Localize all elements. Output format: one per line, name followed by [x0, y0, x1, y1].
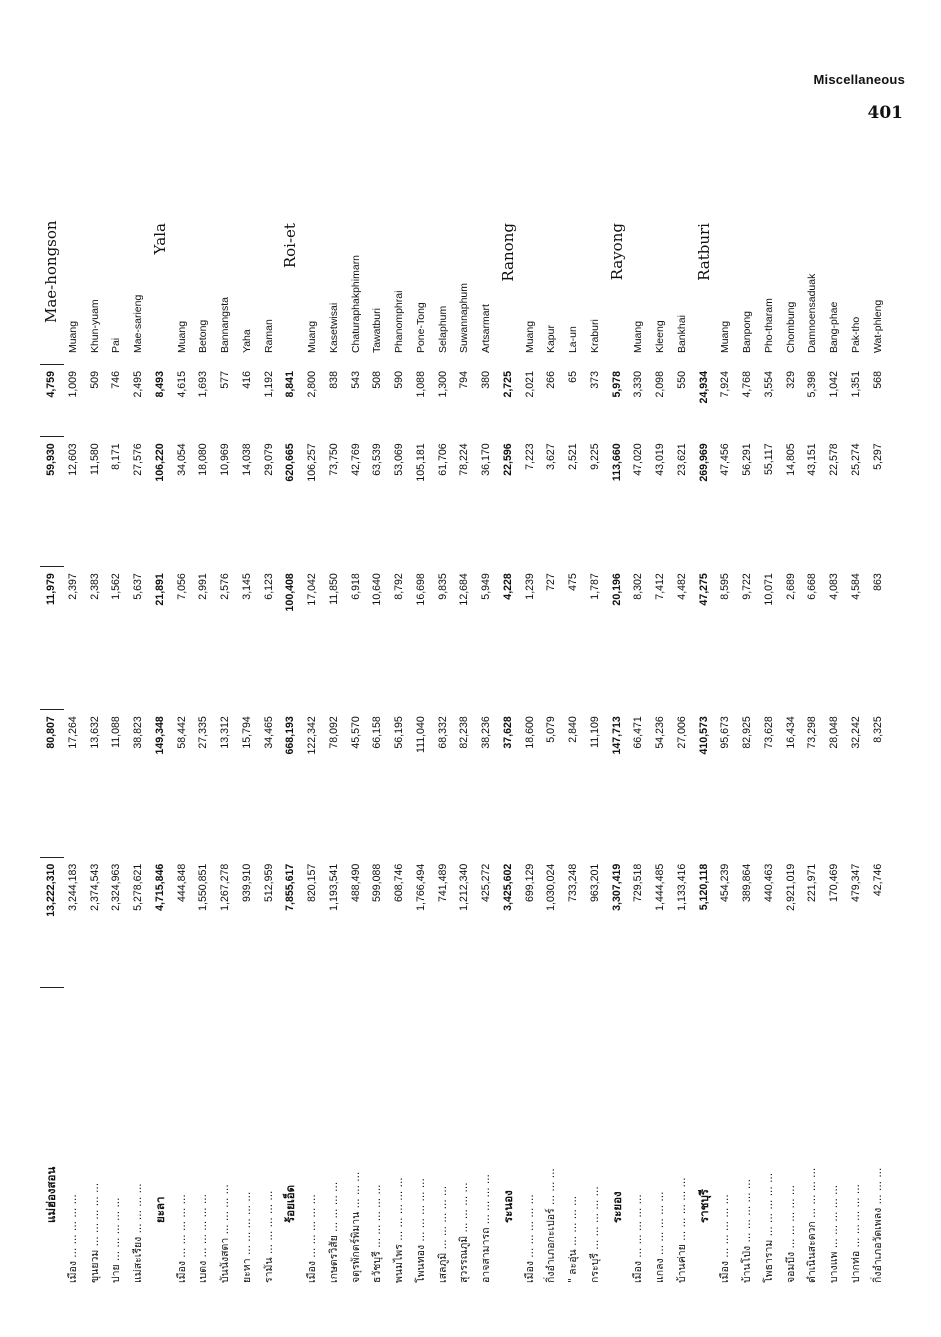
value-3-cell: 4,083 [828, 573, 840, 600]
value-1-cell: 741,489 [436, 863, 449, 903]
value-2-cell: 111,040 [414, 716, 427, 753]
value-3-cell: 4,482 [675, 573, 688, 600]
value-2-cell: 38,823 [132, 716, 144, 749]
value-3-cell: 4,584 [849, 573, 862, 600]
value-5-cell: 508 [371, 371, 384, 389]
value-3-cell: 2,991 [197, 573, 210, 600]
value-5-cell: 380 [480, 371, 492, 389]
value-3-cell: 2,576 [219, 573, 231, 600]
value-5-cell: 2,021 [523, 371, 536, 398]
value-4-cell: 36,170 [480, 443, 492, 476]
english-name-cell: Betong [197, 319, 210, 354]
value-3-cell: 10,640 [371, 573, 384, 606]
value-2-group-cell: 37,628 [501, 716, 514, 749]
value-4-cell: 11,580 [88, 443, 101, 475]
value-2-cell: 38,236 [480, 716, 492, 749]
value-1-cell: 1,267,278 [219, 863, 231, 911]
english-name-group-cell: Ratburi [694, 223, 713, 281]
value-2-cell: 18,600 [523, 716, 536, 749]
thai-name-cell: เมือง ... ... ... ... ... [175, 1194, 188, 1283]
thai-name-cell: เมือง ... ... ... ... ... [632, 1194, 645, 1283]
value-3-group-cell: 11,979 [45, 573, 57, 605]
english-name-cell: Mae-sarieng [132, 294, 144, 354]
thai-name-cell: ปาย ... ... ... ... ... [110, 1197, 123, 1283]
value-4-cell: 2,521 [567, 443, 579, 470]
value-3-cell: 2,689 [784, 573, 797, 600]
value-5-group-cell: 24,934 [697, 371, 710, 404]
value-5-cell: 838 [327, 371, 340, 389]
value-3-cell: 5,637 [132, 573, 144, 600]
value-4-group-cell: 106,220 [153, 443, 166, 482]
value-3-cell: 1,787 [588, 573, 601, 600]
english-name-group-cell: Yala [150, 223, 169, 255]
value-4-cell: 29,079 [262, 443, 275, 476]
thai-name-cell: เสลภูมิ ... ... ... ... ... [436, 1185, 449, 1283]
value-4-cell: 23,621 [675, 443, 688, 476]
value-3-cell: 2,383 [88, 573, 101, 600]
value-5-cell: 746 [110, 371, 123, 389]
value-2-cell: 13,312 [219, 716, 231, 749]
thai-name-group-cell: ราชบุรี [696, 1189, 711, 1223]
value-1-cell: 2,324,963 [110, 863, 123, 911]
value-2-cell: 45,570 [349, 716, 362, 749]
value-1-cell: 221,971 [806, 863, 819, 903]
value-1-cell: 488,490 [349, 863, 362, 903]
value-5-cell: 1,300 [436, 371, 449, 398]
value-3-cell: 863 [871, 573, 884, 591]
english-name-cell: Pak-tho [849, 316, 862, 354]
value-1-cell: 1,766,494 [414, 863, 427, 911]
thai-name-cell: บ้านค่าย ... ... ... ... ... [675, 1177, 688, 1283]
english-name-cell: Muang [523, 320, 536, 354]
english-name-column [40, 163, 888, 365]
thai-name-column [40, 988, 888, 1283]
value-1-cell: 3,244,183 [66, 863, 79, 911]
value-4-cell: 9,225 [588, 443, 601, 470]
thai-name-cell: เกษตรวิสัย ... ... ... ... [327, 1181, 340, 1283]
value-4-cell: 53,069 [393, 443, 405, 476]
value-4-cell: 3,627 [545, 443, 558, 470]
value-3-cell: 11,850 [327, 573, 340, 605]
column-3 [40, 567, 888, 710]
english-name-cell: La-un [567, 326, 579, 354]
value-3-cell: 6,668 [806, 573, 819, 600]
value-4-cell: 61,706 [436, 443, 449, 476]
value-5-cell: 3,554 [762, 371, 775, 398]
english-name-cell: Tawatburi [371, 308, 384, 354]
thai-name-group-cell: ระยอง [609, 1191, 624, 1223]
value-5-cell: 7,924 [719, 371, 732, 398]
value-2-cell: 8,325 [871, 716, 884, 743]
english-name-cell: Muang [719, 320, 732, 354]
value-1-cell: 599,088 [371, 863, 384, 903]
thai-name-cell: รามัน ... ... ... ... ... [262, 1190, 275, 1283]
value-3-cell: 7,056 [175, 573, 188, 600]
value-3-cell: 7,412 [654, 573, 666, 600]
thai-name-cell: แกลง ... ... ... ... ... [654, 1191, 666, 1283]
thai-name-cell: บ้านโป่ง ... ... ... ... ... [741, 1179, 753, 1283]
value-4-cell: 22,578 [828, 443, 840, 476]
value-2-cell: 16,434 [784, 716, 797, 749]
value-1-cell: 1,444,485 [654, 863, 666, 911]
english-name-group-cell: Roi-et [281, 223, 300, 269]
value-3-group-cell: 20,196 [610, 573, 623, 606]
column-4 [40, 437, 888, 567]
value-5-cell: 1,042 [828, 371, 840, 398]
value-2-cell: 15,794 [240, 716, 253, 749]
value-5-cell: 4,615 [175, 371, 188, 398]
thai-name-cell: ธวัชบุรี ... ... ... ... ... [371, 1184, 384, 1283]
thai-name-cell: กิ่งอำเภอกะเปอร์ ... ... ... [545, 1168, 558, 1283]
value-4-group-cell: 59,930 [45, 443, 57, 476]
value-1-cell: 608,746 [393, 863, 405, 903]
value-3-cell: 17,042 [306, 573, 318, 606]
value-1-cell: 444,848 [175, 863, 188, 903]
english-name-cell: Artsarmart [480, 304, 492, 354]
value-1-cell: 939,910 [240, 863, 253, 903]
english-name-cell: Phanomphrai [393, 290, 405, 354]
value-2-cell: 28,048 [828, 716, 840, 749]
english-name-cell: Banpong [741, 310, 753, 354]
value-3-cell: 10,071 [762, 573, 775, 606]
value-4-group-cell: 113,660 [610, 443, 623, 482]
value-2-cell: 66,471 [632, 716, 645, 749]
value-4-cell: 43,019 [654, 443, 666, 476]
thai-name-cell: กระบุรี ... ... ... ... ... [588, 1186, 601, 1283]
value-1-cell: 733,248 [567, 863, 579, 903]
value-5-group-cell: 8,841 [284, 371, 297, 398]
value-5-cell: 2,495 [132, 371, 144, 398]
column-rule [40, 709, 64, 710]
value-4-cell: 7,223 [523, 443, 536, 470]
thai-name-cell: ปากท่อ ... ... ... ... ... [849, 1184, 862, 1283]
value-2-cell: 78,092 [327, 716, 340, 749]
value-5-group-cell: 5,978 [610, 371, 623, 398]
value-5-cell: 550 [675, 371, 688, 389]
value-5-cell: 543 [349, 371, 362, 389]
value-2-cell: 73,628 [762, 716, 775, 749]
value-4-group-cell: 269,969 [697, 443, 710, 482]
thai-name-group-cell: แม่ฮ่องสอน [44, 1166, 58, 1223]
thai-name-cell: อาจสามารถ ... ... ... ... [480, 1174, 492, 1283]
english-name-cell: Wat-phleng [871, 299, 884, 354]
value-2-cell: 17,264 [66, 716, 79, 749]
value-5-cell: 4,768 [741, 371, 753, 398]
value-1-cell: 512,959 [262, 863, 275, 903]
value-1-group-cell: 3,425,602 [501, 863, 514, 911]
value-5-cell: 2,800 [306, 371, 318, 398]
thai-name-cell: ขุนยวม ... ... ... ... ... [88, 1182, 101, 1283]
english-name-cell: Muang [632, 320, 645, 354]
value-5-cell: 1,009 [66, 371, 79, 398]
value-3-cell: 9,722 [741, 573, 753, 600]
value-5-group-cell: 8,493 [153, 371, 166, 398]
value-2-cell: 122,342 [306, 716, 318, 755]
value-1-cell: 5,278,621 [132, 863, 144, 911]
thai-name-cell: ดำเนินสะดวก ... ... ... ... [806, 1167, 819, 1283]
value-2-cell: 5,079 [545, 716, 558, 743]
value-2-cell: 73,298 [806, 716, 819, 749]
value-1-cell: 425,272 [480, 863, 492, 903]
section-title: Miscellaneous [813, 72, 905, 87]
value-1-cell: 479,347 [849, 863, 862, 903]
thai-name-cell: ยะหา ... ... ... ... ... [240, 1191, 253, 1283]
value-5-cell: 3,330 [632, 371, 645, 398]
value-3-cell: 6,918 [349, 573, 362, 600]
thai-name-cell: เมือง ... ... ... ... ... [523, 1194, 536, 1283]
english-name-group-cell: Mae-hongson [42, 220, 60, 324]
english-name-group-cell: Rayong [607, 223, 626, 281]
value-3-cell: 5,949 [480, 573, 492, 600]
value-5-group-cell: 4,759 [45, 371, 57, 398]
value-1-group-cell: 5,120,118 [697, 863, 710, 911]
value-2-cell: 32,242 [849, 716, 862, 749]
value-5-cell: 329 [784, 371, 797, 389]
value-1-cell: 1,550,851 [197, 863, 210, 911]
value-1-cell: 2,374,543 [88, 863, 101, 911]
value-3-group-cell: 100,408 [284, 573, 297, 612]
value-2-cell: 54,236 [654, 716, 666, 749]
value-2-cell: 95,673 [719, 716, 732, 749]
value-2-group-cell: 149,348 [153, 716, 166, 755]
value-2-cell: 56,195 [393, 716, 405, 749]
value-4-group-cell: 22,596 [501, 443, 514, 476]
thai-name-cell: " ละอุ่น ... ... ... ... [567, 1195, 579, 1283]
value-5-cell: 577 [219, 371, 231, 389]
thai-name-group-cell: ยะลา [152, 1196, 167, 1223]
value-5-cell: 1,351 [849, 371, 862, 398]
value-1-cell: 2,921,019 [784, 863, 797, 911]
thai-name-cell: กิ่งอำเภอวัดเพลง ... ... ... [871, 1167, 884, 1283]
value-4-cell: 63,539 [371, 443, 384, 476]
english-name-cell: Pho-tharam [762, 298, 775, 354]
english-name-cell: Muang [306, 320, 318, 354]
value-4-cell: 47,020 [632, 443, 645, 476]
thai-name-cell: โพนทอง ... ... ... ... ... [414, 1178, 427, 1283]
value-5-cell: 590 [393, 371, 405, 389]
value-2-cell: 11,109 [588, 716, 601, 748]
english-name-cell: Muang [66, 320, 79, 354]
value-3-cell: 1,562 [110, 573, 123, 600]
thai-name-cell: แม่สะเรียง ... ... ... ... [132, 1183, 144, 1283]
value-2-cell: 27,335 [197, 716, 210, 749]
value-3-group-cell: 47,275 [697, 573, 710, 606]
value-2-group-cell: 147,713 [610, 716, 623, 755]
value-5-cell: 1,192 [262, 371, 275, 398]
value-1-cell: 1,133,416 [675, 863, 688, 911]
english-name-cell: Damnoensaduak [806, 273, 819, 354]
value-5-cell: 416 [240, 371, 253, 389]
value-1-group-cell: 3,307,419 [610, 863, 623, 911]
value-2-cell: 34,465 [262, 716, 275, 749]
value-1-cell: 170,469 [828, 863, 840, 903]
value-4-cell: 10,969 [219, 443, 231, 476]
thai-name-cell: เมือง ... ... ... ... ... [306, 1194, 318, 1283]
value-3-cell: 8,302 [632, 573, 645, 600]
value-1-group-cell: 4,715,846 [153, 863, 166, 911]
english-name-cell: Suwannaphum [458, 282, 471, 354]
value-2-cell: 82,238 [458, 716, 471, 749]
thai-name-cell: จอมบึง ... ... ... ... ... [784, 1185, 797, 1283]
thai-name-group-cell: ระนอง [500, 1190, 515, 1223]
column-rule [40, 987, 64, 988]
value-3-cell: 16,698 [414, 573, 427, 606]
value-2-cell: 13,632 [88, 716, 101, 749]
english-name-cell: Kapur [545, 325, 558, 354]
column-rule [40, 566, 64, 567]
english-name-cell: Chaturaphakphimarn [349, 254, 362, 354]
value-1-cell: 729,518 [632, 863, 645, 903]
english-name-cell: Pai [110, 337, 123, 354]
value-3-cell: 8,595 [719, 573, 732, 600]
value-3-cell: 727 [545, 573, 558, 591]
value-3-cell: 6,123 [262, 573, 275, 600]
column-rule [40, 364, 64, 365]
page-number: 401 [867, 103, 903, 123]
english-name-cell: Pone-Tong [414, 302, 427, 354]
value-3-cell: 12,684 [458, 573, 471, 606]
column-1 [40, 858, 888, 988]
value-4-cell: 8,171 [110, 443, 123, 470]
value-2-cell: 11,088 [110, 716, 123, 748]
column-rule [40, 436, 64, 437]
value-2-group-cell: 668,193 [284, 716, 297, 755]
value-1-cell: 454,239 [719, 863, 732, 903]
value-1-group-cell: 13,222,310 [45, 863, 57, 917]
english-name-cell: Bang-phae [828, 301, 840, 354]
value-4-group-cell: 620,665 [284, 443, 297, 482]
value-3-cell: 9,835 [436, 573, 449, 600]
value-1-group-cell: 7,855,617 [284, 863, 297, 911]
column-rule [40, 857, 64, 858]
english-name-group-cell: Ranong [498, 223, 517, 282]
value-4-cell: 73,750 [327, 443, 340, 476]
value-4-cell: 42,769 [349, 443, 362, 476]
value-2-cell: 66,158 [371, 716, 384, 749]
value-3-cell: 1,239 [523, 573, 536, 600]
value-1-cell: 963,201 [588, 863, 601, 903]
english-name-cell: Bankhai [675, 315, 688, 354]
value-1-cell: 820,157 [306, 863, 318, 903]
value-5-cell: 509 [88, 371, 101, 389]
value-5-cell: 65 [567, 371, 579, 383]
value-1-cell: 389,864 [741, 863, 753, 903]
value-4-cell: 14,038 [240, 443, 253, 476]
value-1-cell: 1,030,024 [545, 863, 558, 911]
english-name-cell: Chombung [784, 301, 797, 354]
english-name-cell: Kraburi [588, 319, 601, 354]
thai-name-cell: เมือง ... ... ... ... ... [66, 1194, 79, 1283]
value-2-cell: 82,925 [741, 716, 753, 749]
english-name-cell: Selaphum [436, 305, 449, 354]
value-5-cell: 794 [458, 371, 471, 389]
value-5-cell: 266 [545, 371, 558, 389]
value-3-cell: 3,145 [240, 573, 253, 600]
english-name-cell: Yaha [240, 329, 253, 354]
value-2-group-cell: 410,573 [697, 716, 710, 755]
english-name-cell: Muang [175, 320, 188, 354]
thai-name-cell: เมือง ... ... ... ... ... [719, 1194, 732, 1283]
value-1-cell: 1,212,340 [458, 863, 471, 911]
english-name-cell: Khun-yuam [88, 299, 101, 354]
value-5-cell: 568 [871, 371, 884, 389]
value-4-cell: 34,054 [175, 443, 188, 476]
value-5-cell: 2,098 [654, 371, 666, 398]
thai-name-group-cell: ร้อยเอ็ด [283, 1184, 298, 1223]
value-1-cell: 440,463 [762, 863, 775, 903]
value-4-cell: 55,117 [762, 443, 775, 475]
english-name-cell: Kasetwisai [327, 302, 340, 354]
value-4-cell: 5,297 [871, 443, 884, 470]
value-3-cell: 475 [567, 573, 579, 591]
value-4-cell: 27,576 [132, 443, 144, 476]
rotated-statistics-table [40, 163, 888, 1283]
thai-name-cell: บางแพ ... ... ... ... ... [828, 1184, 840, 1283]
value-3-cell: 8,792 [393, 573, 405, 600]
thai-name-cell: บันนังสตา ... ... ... ... [219, 1184, 231, 1283]
column-5 [40, 365, 888, 437]
value-2-cell: 2,840 [567, 716, 579, 743]
column-2 [40, 710, 888, 858]
value-3-group-cell: 4,228 [501, 573, 514, 600]
thai-name-cell: พนมไพร ... ... ... ... ... [393, 1177, 405, 1283]
value-4-cell: 14,805 [784, 443, 797, 476]
value-5-group-cell: 2,725 [501, 371, 514, 398]
value-4-cell: 47,456 [719, 443, 732, 476]
english-name-cell: Kleeng [654, 320, 666, 354]
english-name-cell: Bannangsta [219, 296, 231, 354]
value-2-group-cell: 80,807 [45, 716, 57, 749]
thai-name-cell: จตุรพักตร์พิมาน ... ... ... [349, 1171, 362, 1283]
value-4-cell: 106,257 [306, 443, 318, 482]
value-2-cell: 27,006 [675, 716, 688, 749]
value-1-cell: 42,746 [871, 863, 884, 897]
value-3-cell: 2,397 [66, 573, 79, 600]
value-1-cell: 1,193,541 [327, 863, 340, 911]
value-4-cell: 18,080 [197, 443, 210, 476]
value-1-cell: 699,129 [523, 863, 536, 903]
value-5-cell: 1,693 [197, 371, 210, 398]
thai-name-cell: สุวรรณภูมิ ... ... ... ... [458, 1182, 471, 1283]
value-3-group-cell: 21,891 [153, 573, 166, 606]
value-2-cell: 68,332 [436, 716, 449, 749]
value-4-cell: 43,151 [806, 443, 819, 476]
value-4-cell: 78,224 [458, 443, 471, 476]
value-5-cell: 1,088 [414, 371, 427, 398]
value-4-cell: 12,603 [66, 443, 79, 476]
english-name-cell: Raman [262, 319, 275, 354]
value-4-cell: 56,291 [741, 443, 753, 476]
thai-name-cell: โพธาราม ... ... ... ... ... [762, 1172, 775, 1283]
value-5-cell: 5,398 [806, 371, 819, 398]
value-4-cell: 25,274 [849, 443, 862, 476]
value-4-cell: 105,181 [414, 443, 427, 482]
value-2-cell: 58,442 [175, 716, 188, 749]
thai-name-cell: เบตง ... ... ... ... ... [197, 1194, 210, 1283]
value-5-cell: 373 [588, 371, 601, 389]
